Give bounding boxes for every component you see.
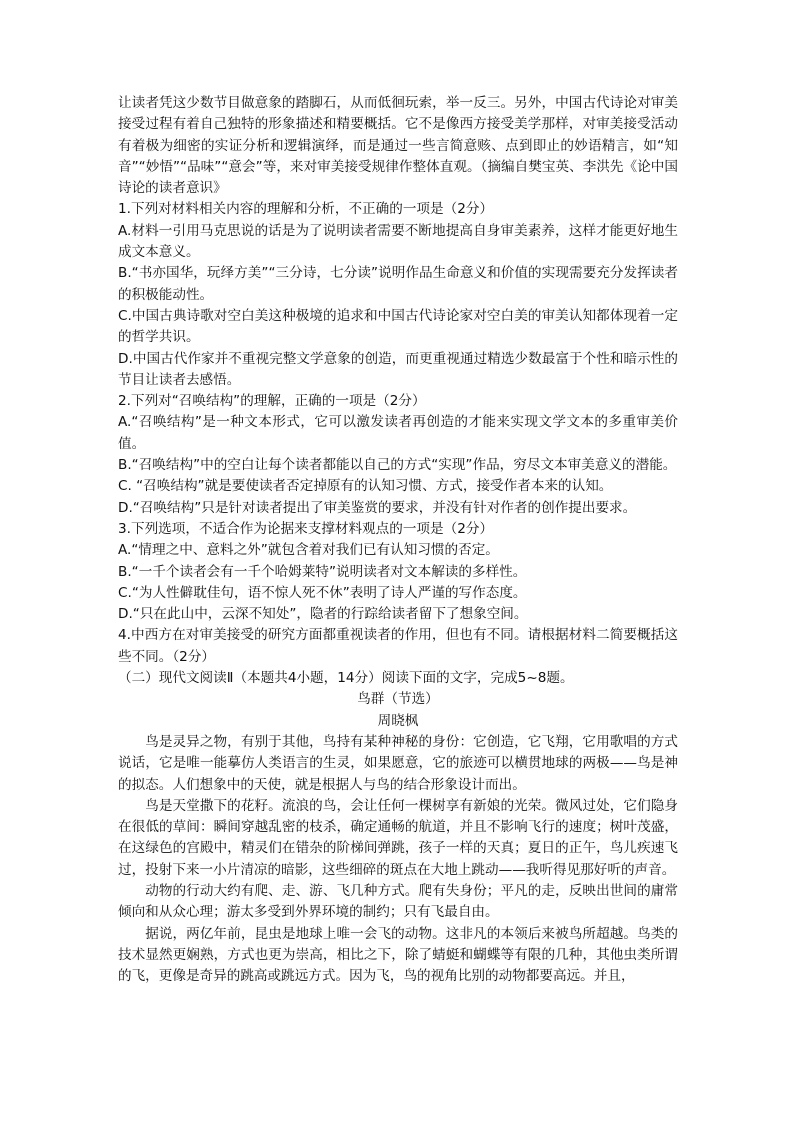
- section-heading: （二）现代文阅读Ⅱ（本题共4小题，14分）阅读下面的文字，完成5~8题。: [118, 670, 574, 687]
- question-1-option-c: C.中国古典诗歌对空白美这种极境的追求和中国古代诗论家对空白美的审美认知都体现着一定的哲学共识。: [118, 307, 678, 346]
- question-4-stem: 4.中西方在对审美接受的研究方面都重视读者的作用，但也有不同。请根据材料二简要概括这些不同。（2分）: [118, 627, 678, 665]
- question-2-option-b: B.“召唤结构”中的空白让每个读者都能以自己的方式“实现”作品，穷尽文本审美意义的潜能。: [118, 457, 677, 474]
- question-1-option-d: D.中国古代作家并不重视完整文学意象的创造，而更重视通过精选少数最富于个性和暗示性的节目让读者去感悟。: [118, 350, 678, 388]
- article-title: 鸟群（节选）: [357, 691, 439, 708]
- page-content: [118, 93, 678, 987]
- question-1-stem: 1.下列对材料相关内容的理解和分析，不正确的一项是（2分）: [118, 201, 494, 218]
- question-3-option-a: A.“情理之中、意料之外”就包含着对我们已有认知习惯的否定。: [118, 542, 499, 559]
- article-paragraph: 鸟是灵异之物，有别于其他，鸟持有某种神秘的身份：它创造，它飞翔，它用歌唱的方式说话，它是唯一能摹仿人类语言的生灵，如果愿意，它的旅迹可以横贯地球的两极——鸟是神的拟态。人们想象中的天使，就是根据人与鸟的结合形象设计而出。: [118, 733, 678, 793]
- article-paragraph: 鸟是天堂撒下的花籽。流浪的鸟，会让任何一棵树享有新娘的光荣。微风过处，它们隐身在很低的草间：瞬间穿越乱密的枝杀，确定通畅的航道，并且不影响飞行的速度；树叶茂盛，在这绿色的宫殿中，精灵们在错杂的阶梯间弹跳，孩子一样的天真；夏日的正午，鸟儿疾速飞过，投射下来一小片清凉的暗影，这些细碎的斑点在大地上跳动——我听得见那好听的声音。: [118, 797, 678, 878]
- question-1-option-a: A.材料一引用马克思说的话是为了说明读者需要不断地提高自身审美素养，这样才能更好地生成文本意义。: [118, 222, 678, 261]
- question-3-option-d: D.“只在此山中，云深不知处”，隐者的行踪给读者留下了想象空间。: [118, 606, 528, 623]
- question-3-stem: 3.下列选项，不适合作为论据来支撑材料观点的一项是（2分）: [118, 520, 494, 537]
- question-3-option-b: B.“一千个读者会有一千个哈姆莱特”说明读者对文本解读的多样性。: [118, 563, 527, 580]
- question-1-option-b: B.“书亦国华，玩绎方美”“三分诗，七分读”说明作品生命意义和价值的实现需要充分发挥读者的积极能动性。: [118, 265, 678, 303]
- article-paragraph: 据说，两亿年前，昆虫是地球上唯一会飞的动物。这非凡的本领后来被鸟所超越。鸟类的技术显然更娴熟，方式也更为崇高，相比之下，除了蜻蜓和蝴蝶等有限的几种，其他虫类所谓的飞，更像是奇异的跳高或跳远方式。因为飞，鸟的视角比别的动物都要高远。并且，: [118, 925, 678, 985]
- article-author: 周晓枫: [377, 712, 419, 729]
- question-2-option-c: C. “召唤结构”就是要使读者否定掉原有的认知习惯、方式，接受作者本来的认知。: [118, 478, 613, 495]
- question-2-option-d: D.“召唤结构”只是针对读者提出了审美鉴赏的要求，并没有针对作者的创作提出要求。: [118, 499, 637, 516]
- question-2-stem: 2.下列对“召唤结构”的理解，正确的一项是（2分）: [118, 393, 426, 410]
- question-3-option-c: C.“为人性僻耽佳句，语不惊人死不休”表明了诗人严谨的写作态度。: [118, 584, 527, 601]
- intro-paragraph: 让读者凭这少数节目做意象的踏脚石，从而低徊玩索，举一反三。另外，中国古代诗论对审美接受过程有着自己独特的形象描述和精要概括。它不是像西方接受美学那样，对审美接受活动有着极为细密的实证分析和逻辑演绎，而是通过一些言简意赅、点到即止的妙语精言，如“知音”“妙悟”“品味”“意会”等，来对审美接受规律作整体直观。（摘编自樊宝英、李洪先《论中国诗论的读者意识》: [118, 95, 678, 197]
- article-paragraph: 动物的行动大约有爬、走、游、飞几种方式。爬有失身份；平凡的走，反映出世间的庸常倾向和从众心理；游太多受到外界环境的制约；只有飞最自由。: [118, 882, 678, 921]
- question-2-option-a: A.“召唤结构”是一种文本形式，它可以激发读者再创造的才能来实现文学文本的多重审美价值。: [118, 414, 678, 452]
